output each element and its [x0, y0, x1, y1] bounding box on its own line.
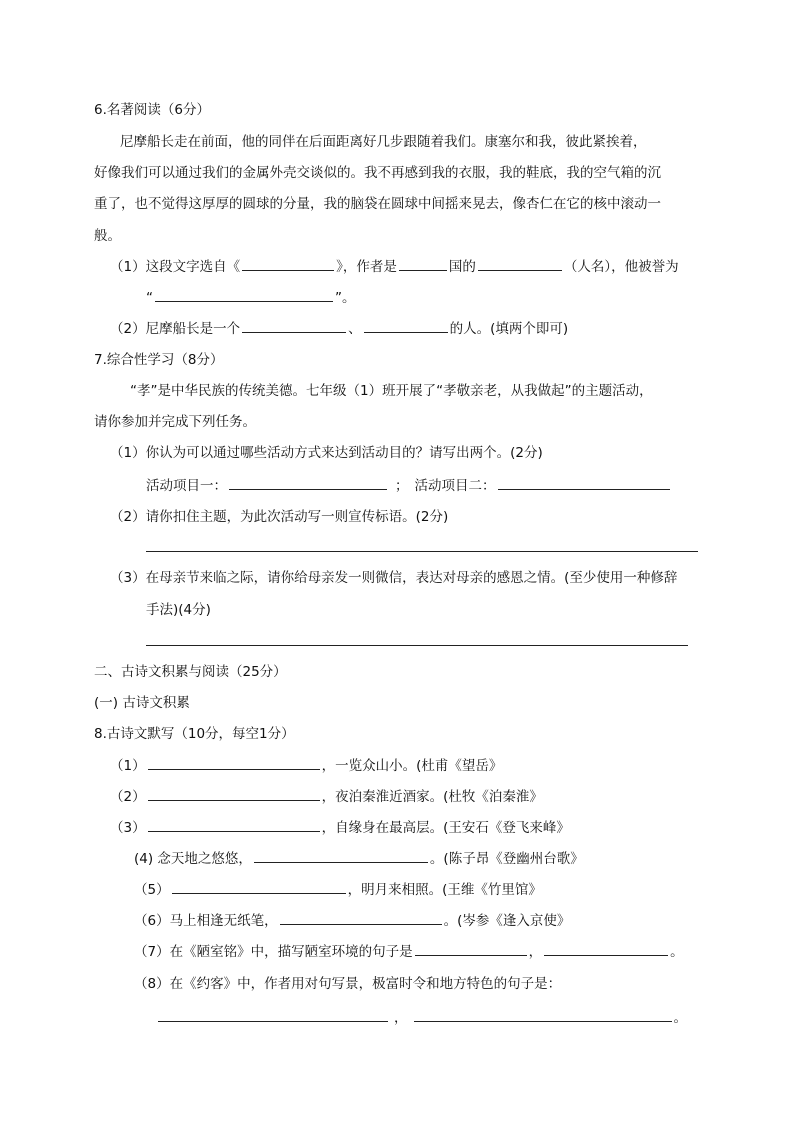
poem-blank-7b[interactable]: [544, 942, 668, 956]
q8-item-8-answers: ， 。: [156, 1008, 687, 1028]
q7-sub1: （1）你认为可以通过哪些活动方式来达到活动目的？请写出两个。(2分): [110, 445, 543, 461]
q8-item-2: （2） ，夜泊秦淮近酒家。(杜牧《泊秦淮》: [110, 789, 543, 805]
section-2-subtitle: (一) 古诗文积累: [94, 695, 190, 711]
poem-blank-7a[interactable]: [415, 942, 527, 956]
author-name-blank[interactable]: [478, 257, 562, 271]
activity-1-blank[interactable]: [229, 476, 387, 490]
country-blank[interactable]: [399, 257, 447, 271]
wechat-answer-line[interactable]: [146, 645, 688, 646]
q6-passage-line-4: 般。: [94, 228, 121, 244]
poem-blank-4[interactable]: [254, 849, 428, 863]
slogan-answer-line[interactable]: [146, 551, 698, 552]
q7-intro-line-2: 请你参加并完成下列任务。: [94, 414, 256, 430]
poem-blank-3[interactable]: [148, 818, 320, 832]
q7-activity-items: 活动项目一： ； 活动项目二：: [146, 476, 672, 496]
q7-intro-line-1: “孝”是中华民族的传统美德。七年级（1）班开展了“孝敬亲老，从我做起”的主题活动，: [130, 383, 653, 399]
q6-passage-line-2: 好像我们可以通过我们的金属外壳交谈似的。我不再感到我的衣服，我的鞋底，我的空气箱的沉: [94, 165, 661, 181]
q6-title: 6.名著阅读（6分）: [94, 102, 210, 118]
q6-sub2: （2）尼摩船长是一个 、 的人。(填两个即可): [110, 321, 569, 337]
q6-sub1-line2: “ ”。: [146, 290, 356, 306]
trait-blank-2[interactable]: [364, 319, 448, 333]
poem-blank-1[interactable]: [148, 756, 320, 770]
q6-passage-line-1: 尼摩船长走在前面，他的同伴在后面距离好几步跟随着我们。康塞尔和我，彼此紧挨着，: [120, 134, 647, 150]
q8-item-3: （3） ，自缘身在最高层。(王安石《登飞来峰》: [110, 820, 570, 836]
q7-title: 7.综合性学习（8分）: [94, 352, 224, 368]
poem-blank-8b[interactable]: [414, 1008, 672, 1022]
q6-passage-line-3: 重了，也不觉得这厚厚的圆球的分量，我的脑袋在圆球中间摇来晃去，像杏仁在它的核中滚动一: [94, 196, 661, 212]
q6-sub1: （1）这段文字选自《 》，作者是 国的 （人名），他被誉为: [110, 259, 679, 275]
q8-item-5: （5） ，明月来相照。(王维《竹里馆》: [134, 882, 542, 898]
poem-blank-6[interactable]: [280, 911, 442, 925]
q7-sub3-line2: 手法)(4分): [146, 602, 211, 618]
q8-item-4: (4) 念天地之悠悠， 。(陈子昂《登幽州台歌》: [134, 851, 584, 867]
q8-title: 8.古诗文默写（10分，每空1分）: [94, 726, 295, 742]
poem-blank-5[interactable]: [172, 880, 346, 894]
q8-item-8: （8）在《约客》中，作者用对句写景，极富时令和地方特色的句子是：: [134, 976, 562, 992]
trait-blank-1[interactable]: [242, 319, 346, 333]
q8-item-1: （1） ，一览众山小。(杜甫《望岳》: [110, 758, 503, 774]
book-title-blank[interactable]: [242, 257, 334, 271]
q8-item-6: （6）马上相逢无纸笔， 。(岑参《逢入京使》: [134, 913, 571, 929]
section-2-title: 二、古诗文积累与阅读（25分）: [94, 664, 287, 680]
poem-blank-2[interactable]: [148, 787, 320, 801]
q7-sub2: （2）请你扣住主题，为此次活动写一则宣传标语。(2分): [110, 509, 449, 525]
poem-blank-8a[interactable]: [158, 1008, 388, 1022]
q8-item-7: （7）在《陋室铭》中，描写陋室环境的句子是 ， 。: [134, 944, 684, 960]
activity-2-blank[interactable]: [498, 476, 670, 490]
q7-sub3-line1: （3）在母亲节来临之际，请你给母亲发一则微信，表达对母亲的感恩之情。(至少使用一种修辞: [110, 570, 678, 586]
reputation-blank[interactable]: [155, 288, 333, 302]
